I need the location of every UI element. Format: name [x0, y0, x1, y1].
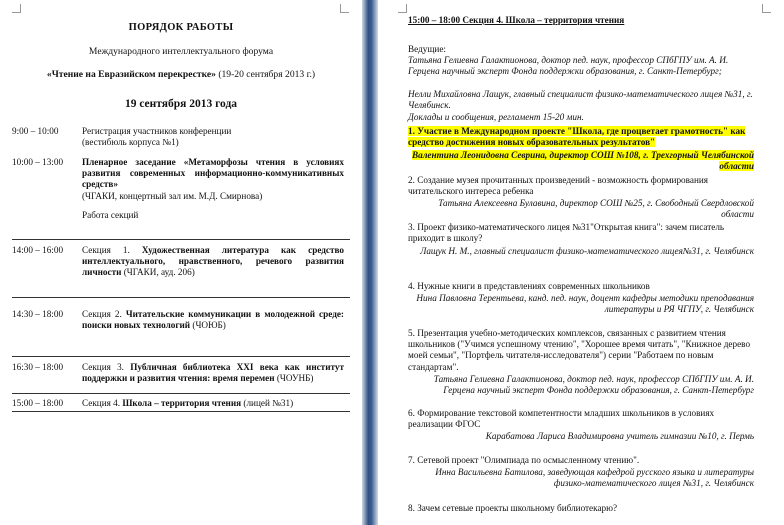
schedule-time: 14:30 – 18:00: [12, 309, 64, 319]
schedule-desc: [82, 362, 344, 384]
schedule-time: 14:00 – 16:00: [12, 245, 64, 255]
program-item-1: [408, 126, 754, 148]
sections-label: Работа секций: [82, 209, 139, 220]
schedule-desc: [82, 157, 344, 221]
plenary-title: Пленарное заседание «Метаморфозы чтения в условиях развития современных информационно-коммуникативных средств»: [82, 157, 344, 190]
moderator-1: Татьяна Гелиевна Галактионова, доктор пед. наук, профессор СПбГПУ им. А. И. Герцена научный эксперт Фонда поддержки образования, г. Санкт-Петербург;: [408, 55, 729, 77]
left-page: [0, 0, 362, 525]
item-6-author: Карабатова Лариса Владимировна учитель гимназии №10, г. Пермь: [485, 431, 754, 441]
program-title: ПОРЯДОК РАБОТЫ: [128, 22, 234, 33]
crop-mark: [398, 4, 407, 13]
item-2-title: 2. Создание музея прочитанных произведений - возможность формирования читательского интереса ребенка: [408, 175, 709, 197]
reports-note: Доклады и сообщения, регламент 15-20 мин.: [408, 112, 584, 122]
divider: [12, 239, 350, 240]
forum-line: Международного интеллектуального форума: [88, 46, 274, 57]
item-1-author-wrap: [408, 150, 754, 172]
schedule-time: 9:00 – 10:00: [12, 126, 59, 136]
item-1-title: 1. Участие в Международном проекте "Школа, где процветает грамотность" как средство достижения новых образовательных результатов": [408, 126, 746, 148]
item-4-author: Нина Павловна Терентьева, канд. пед. наук, доцент кафедры методики преподавания литературы и РЯ ЧГПУ, г. Челябинск: [416, 293, 754, 315]
schedule-desc: [82, 309, 344, 331]
section-venue: (ЧОУНБ): [274, 373, 314, 384]
section-prefix: Секция 2.: [82, 309, 126, 319]
item-3-title: 3. Проект физико-математического лицея №31"Открытая книга": зачем писатель приходит в школу?: [408, 222, 725, 244]
item-1-author: Валентина Леонидовна Севрина, директор СОШ №108, г. Трехгорный Челябинской области: [411, 150, 754, 172]
crop-mark: [762, 4, 771, 13]
moderator-2: Нелли Михайловна Лащук, главный специалист физико-математического лицея №31, г. Челябинск.: [408, 89, 753, 111]
divider: [12, 297, 350, 298]
section-venue: (ЧГАКИ, ауд. 206): [121, 267, 195, 278]
forum-name-line: [0, 69, 362, 80]
page-spine: [362, 0, 378, 525]
section-prefix: Секция 4.: [82, 398, 123, 408]
day-heading: 19 сентября 2013 года: [124, 98, 238, 110]
item-6-title: 6. Формирование текстовой компетентности младших школьников в условиях реализации ФГОС: [408, 408, 715, 430]
schedule-time: 10:00 – 13:00: [12, 157, 64, 167]
section-venue: (лицей №31): [241, 398, 294, 408]
section-venue: (ЧОЮБ): [190, 320, 226, 331]
item-4-title: 4. Нужные книги в представлениях современных школьников: [408, 281, 650, 291]
section-title: Школа – территория чтения: [122, 398, 242, 408]
section-heading: 15:00 – 18:00 Секция 4. Школа – территория чтения: [408, 15, 625, 25]
item-3-author: Лащук Н. М., главный специалист физико-математического лицея№31, г. Челябинск: [420, 246, 754, 256]
forum-dates: (19-20 сентября 2013 г.): [215, 69, 316, 80]
right-page: [378, 0, 784, 525]
schedule-time: 15:00 – 18:00: [12, 398, 64, 408]
item-7-author: Инна Васильевна Батилова, заведующая кафедрой русского языка и литературы физико-математического лицея №31, г. Челябинск: [435, 467, 754, 489]
section-prefix: Секция 3.: [82, 362, 131, 372]
item-5-title: 5. Презентация учебно-методических комплексов, связанных с развитием чтения школьников ("Учимся успешному чтению", "Хорошее время читать", "Книжное дерево моей семьи", "Портфель читателя-исследователя") серии "Работаем по новым стандартам".: [408, 328, 751, 372]
section-title: Художественная литература как средство интеллектуального, нравственного, речевого развития личности: [82, 245, 345, 278]
schedule-line: (ЧГАКИ, концертный зал им. М.Д. Смирнова): [82, 190, 263, 201]
moderators-label: Ведущие:: [408, 44, 446, 54]
schedule-desc: [82, 398, 344, 409]
section-title: Публичная библиотека XXI века как институт поддержки и развития чтения: время перемен: [82, 362, 344, 384]
divider: [12, 393, 350, 394]
item-7-title: 7. Сетевой проект "Олимпиада по осмысленному чтению".: [408, 455, 640, 465]
schedule-time: 16:30 – 18:00: [12, 362, 64, 372]
item-2-author: Татьяна Алексеевна Булавина, директор СОШ №25, г. Свободный Свердловской области: [438, 198, 754, 220]
crop-mark: [340, 4, 349, 13]
schedule-desc: [82, 245, 344, 279]
item-5-author: Татьяна Гелиевна Галактионова, доктор пед. наук, профессор СПбГПУ им. А. И. Герцена научный эксперт Фонда поддержки образования, г. Санкт-Петербург: [433, 374, 754, 396]
schedule-line: (вестибюль корпуса №1): [82, 137, 179, 148]
divider: [12, 411, 350, 412]
crop-mark: [12, 4, 21, 13]
item-8-title: 8. Зачем сетевые проекты школьному библиотекарю?: [408, 503, 618, 513]
schedule-line: Регистрация участников конференции: [82, 126, 232, 136]
divider: [12, 356, 350, 357]
section-title: Читательские коммуникации в молодежной среде: поиски новых технологий: [82, 309, 344, 331]
section-prefix: Секция 1.: [82, 245, 142, 255]
schedule-desc: [82, 126, 344, 148]
forum-name: «Чтение на Евразийском перекрестке»: [46, 69, 216, 80]
